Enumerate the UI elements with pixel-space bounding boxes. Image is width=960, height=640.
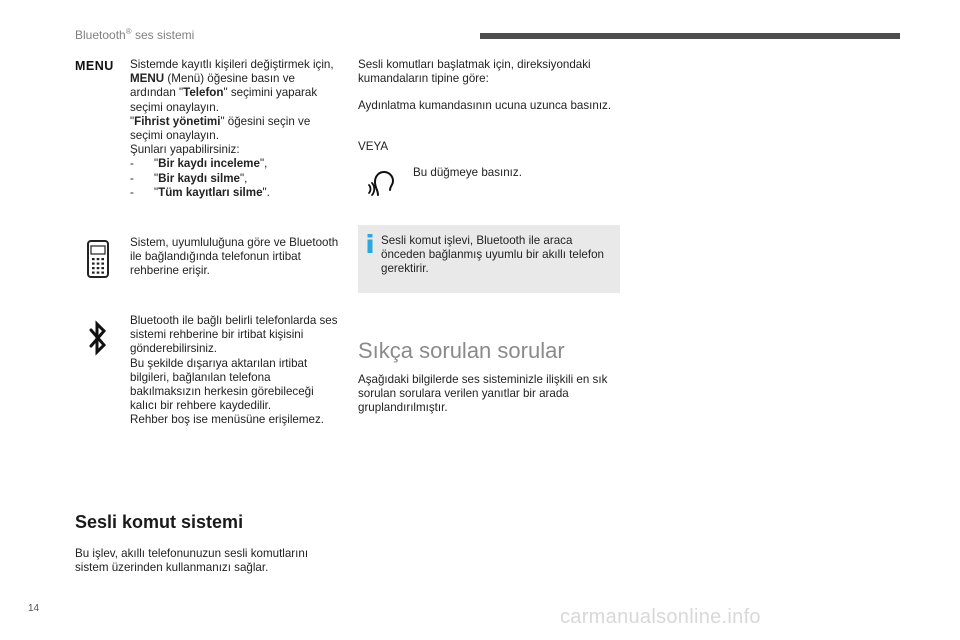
text-span: "	[130, 114, 135, 128]
contacts-edit-instructions	[130, 58, 340, 200]
voice-command-icon	[366, 168, 398, 200]
phonebook-access-text: Sistem, uyumluluğuna göre ve Bluetooth ile bağlandığında telefonun irtibat rehberine erişir.	[130, 236, 339, 278]
text-span: " seçimini yaparak seçimi onaylayın.	[130, 86, 318, 114]
list-dash: -	[130, 157, 134, 171]
option-label: Tüm kayıtları silme	[158, 185, 263, 199]
lighting-stalk-instruction: Aydınlatma kumandasının ucuna uzunca basınız.	[358, 99, 612, 112]
bold-fihrist: Fihrist yönetimi	[134, 114, 221, 128]
faq-intro-text: Aşağıdaki bilgilerde ses sisteminizle ilişkili en sık sorulan sorulara verilen yanıtlar bir arada gruplandırılmıştır.	[358, 373, 608, 415]
header-bar	[480, 33, 900, 39]
voice-start-intro: Sesli komutları başlatmak için, direksiyondaki kumandaların tipine göre:	[358, 58, 591, 86]
text-span: (Menü) öğesine basın ve ardından "	[130, 72, 295, 100]
export-paragraph-1: Bluetooth ile bağlı belirli telefonlarda ses sistemi rehberine bir irtibat kişisini gönderebilirsiniz.	[130, 314, 338, 356]
contact-export-text	[130, 314, 340, 428]
page-header-title	[75, 27, 194, 42]
info-icon	[366, 234, 374, 253]
voice-command-intro-text: Bu işlev, akıllı telefonunuzun sesli komutlarını sistem üzerinden kullanmanızı sağlar.	[75, 547, 309, 575]
option-label: Bir kaydı inceleme	[158, 157, 260, 171]
text-span: ",	[239, 171, 248, 185]
list-dash: -	[130, 185, 134, 199]
voice-command-section-title: Sesli komut sistemi	[75, 512, 244, 532]
bluetooth-icon	[87, 320, 109, 356]
page-number: 14	[28, 603, 40, 614]
text-span: ",	[259, 157, 268, 171]
bold-menu: MENU	[130, 72, 165, 86]
text-span: "	[154, 185, 159, 199]
list-dash: -	[130, 171, 134, 185]
menu-icon: MENU	[75, 59, 114, 73]
option-list-item	[130, 157, 340, 171]
faq-section-title: Sıkça sorulan sorular	[358, 338, 565, 363]
text-span: ".	[262, 185, 270, 199]
info-note-text: Sesli komut işlevi, Bluetooth ile araca önceden bağlanmış uyumlu bir akıllı telefon gerektirir.	[381, 234, 604, 276]
press-button-instruction: Bu düğmeye basınız.	[413, 166, 522, 179]
instruction-paragraph-2	[130, 115, 340, 143]
option-label: Bir kaydı silme	[158, 171, 240, 185]
instruction-paragraph-3: Şunları yapabilirsiniz:	[130, 143, 240, 157]
text-span: Sistemde kayıtlı kişileri değiştirmek için,	[130, 58, 334, 71]
bold-telefon: Telefon	[183, 86, 224, 100]
text-span: "	[154, 157, 159, 171]
instruction-paragraph-1	[130, 58, 340, 115]
watermark: carmanualsonline.info	[560, 606, 761, 628]
text-span: "	[154, 171, 159, 185]
or-separator: VEYA	[358, 140, 389, 153]
header-title-registered: ®	[125, 27, 132, 36]
export-paragraph-3: Rehber boş ise menüsüne erişilemez.	[130, 413, 324, 427]
header-title-text: Bluetooth	[75, 28, 126, 42]
text-span: " öğesini seçin ve seçimi onaylayın.	[130, 114, 311, 143]
option-list-item	[130, 172, 340, 186]
phone-keypad-icon	[86, 240, 110, 278]
export-paragraph-2: Bu şekilde dışarıya aktarılan irtibat bilgileri, bağlanılan telefona bakılmaksızın herkesin görebileceği kalıcı bir rehbere kaydedilir.	[130, 356, 314, 413]
header-title-rest: ses sistemi	[131, 28, 195, 42]
option-list-item	[130, 186, 340, 200]
